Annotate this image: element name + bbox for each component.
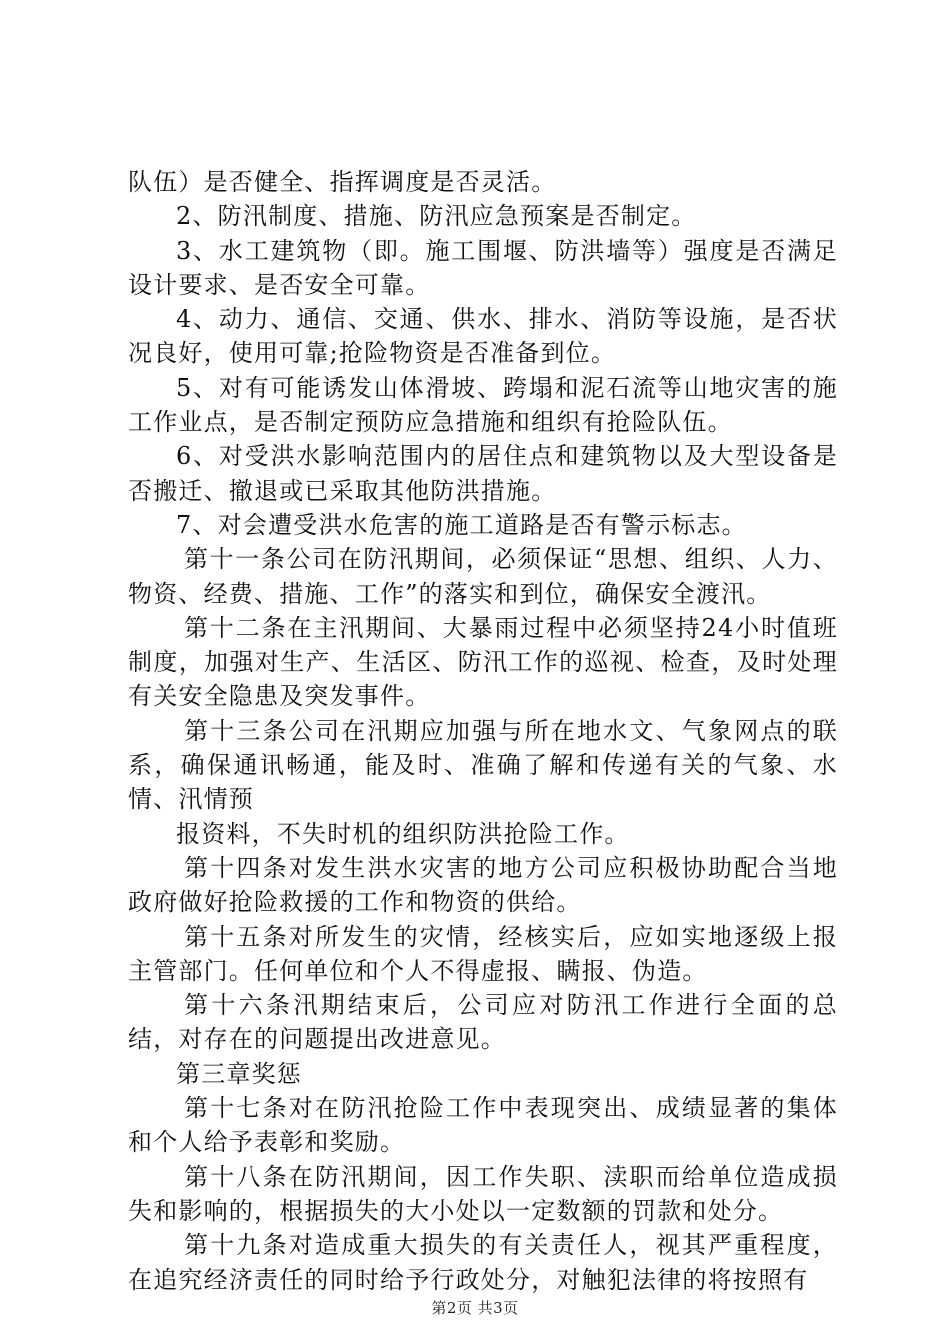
paragraph-article-14: 第十四条对发生洪水灾害的地方公司应积极协助配合当地政府做好抢险救援的工作和物资的供给。	[128, 853, 838, 917]
chapter-heading: 第三章奖惩	[176, 1059, 302, 1088]
paragraph-article-13-continuation: 报资料，不失时机的组织防洪抢险工作。	[176, 819, 630, 848]
paragraph-article-18: 第十八条在防汛期间，因工作失职、渎职而给单位造成损失和影响的，根据损失的大小处以一定数额的罚款和处分。	[128, 1162, 838, 1225]
paragraph-article-15: 第十五条对所发生的灾情，经核实后，应如实地逐级上报主管部门。任何单位和个人不得虚报、瞒报、伪造。	[128, 922, 838, 985]
paragraph-continuation: 队伍）是否健全、指挥调度是否灵活。	[128, 168, 557, 196]
page-number-footer: 第2页 共3页	[431, 1299, 519, 1317]
paragraph-article-16: 第十六条汛期结束后，公司应对防汛工作进行全面的总结，对存在的问题提出改进意见。	[128, 991, 838, 1054]
paragraph-article-12: 第十二条在主汛期间、大暴雨过程中必须坚持24小时值班制度，加强对生产、生活区、防汛工作的巡视、检查，及时处理有关安全隐患及突发事件。	[128, 613, 838, 711]
paragraph-article-19: 第十九条对造成重大损失的有关责任人，视其严重程度，在追究经济责任的同时给予行政处分，对触犯法律的将按照有	[128, 1231, 838, 1294]
paragraph-item-4: 4、动力、通信、交通、供水、排水、消防等设施，是否状况良好，使用可靠;抢险物资是否准备到位。	[128, 305, 838, 368]
document-body	[128, 165, 838, 1297]
paragraph-item-2: 2、防汛制度、措施、防汛应急预案是否制定。	[176, 202, 697, 231]
paragraph-item-3: 3、水工建筑物（即。施工围堰、防洪墙等）强度是否满足设计要求、是否安全可靠。	[128, 236, 838, 299]
paragraph-article-13: 第十三条公司在汛期应加强与所在地水文、气象网点的联系，确保通讯畅通，能及时、准确了解和传递有关的气象、水情、汛情预	[128, 716, 838, 814]
paragraph-article-17: 第十七条对在防汛抢险工作中表现突出、成绩显著的集体和个人给予表彰和奖励。	[128, 1094, 838, 1157]
paragraph-item-5: 5、对有可能诱发山体滑坡、跨塌和泥石流等山地灾害的施工作业点，是否制定预防应急措施和组织有抢险队伍。	[128, 373, 838, 437]
paragraph-article-11: 第十一条公司在防汛期间，必须保证“思想、组织、人力、物资、经费、措施、工作”的落实和到位，确保安全渡汛。	[128, 545, 838, 608]
paragraph-item-7: 7、对会遭受洪水危害的施工道路是否有警示标志。	[176, 510, 747, 539]
paragraph-item-6: 6、对受洪水影响范围内的居住点和建筑物以及大型设备是否搬迁、撤退或已采取其他防洪措施。	[128, 442, 838, 505]
